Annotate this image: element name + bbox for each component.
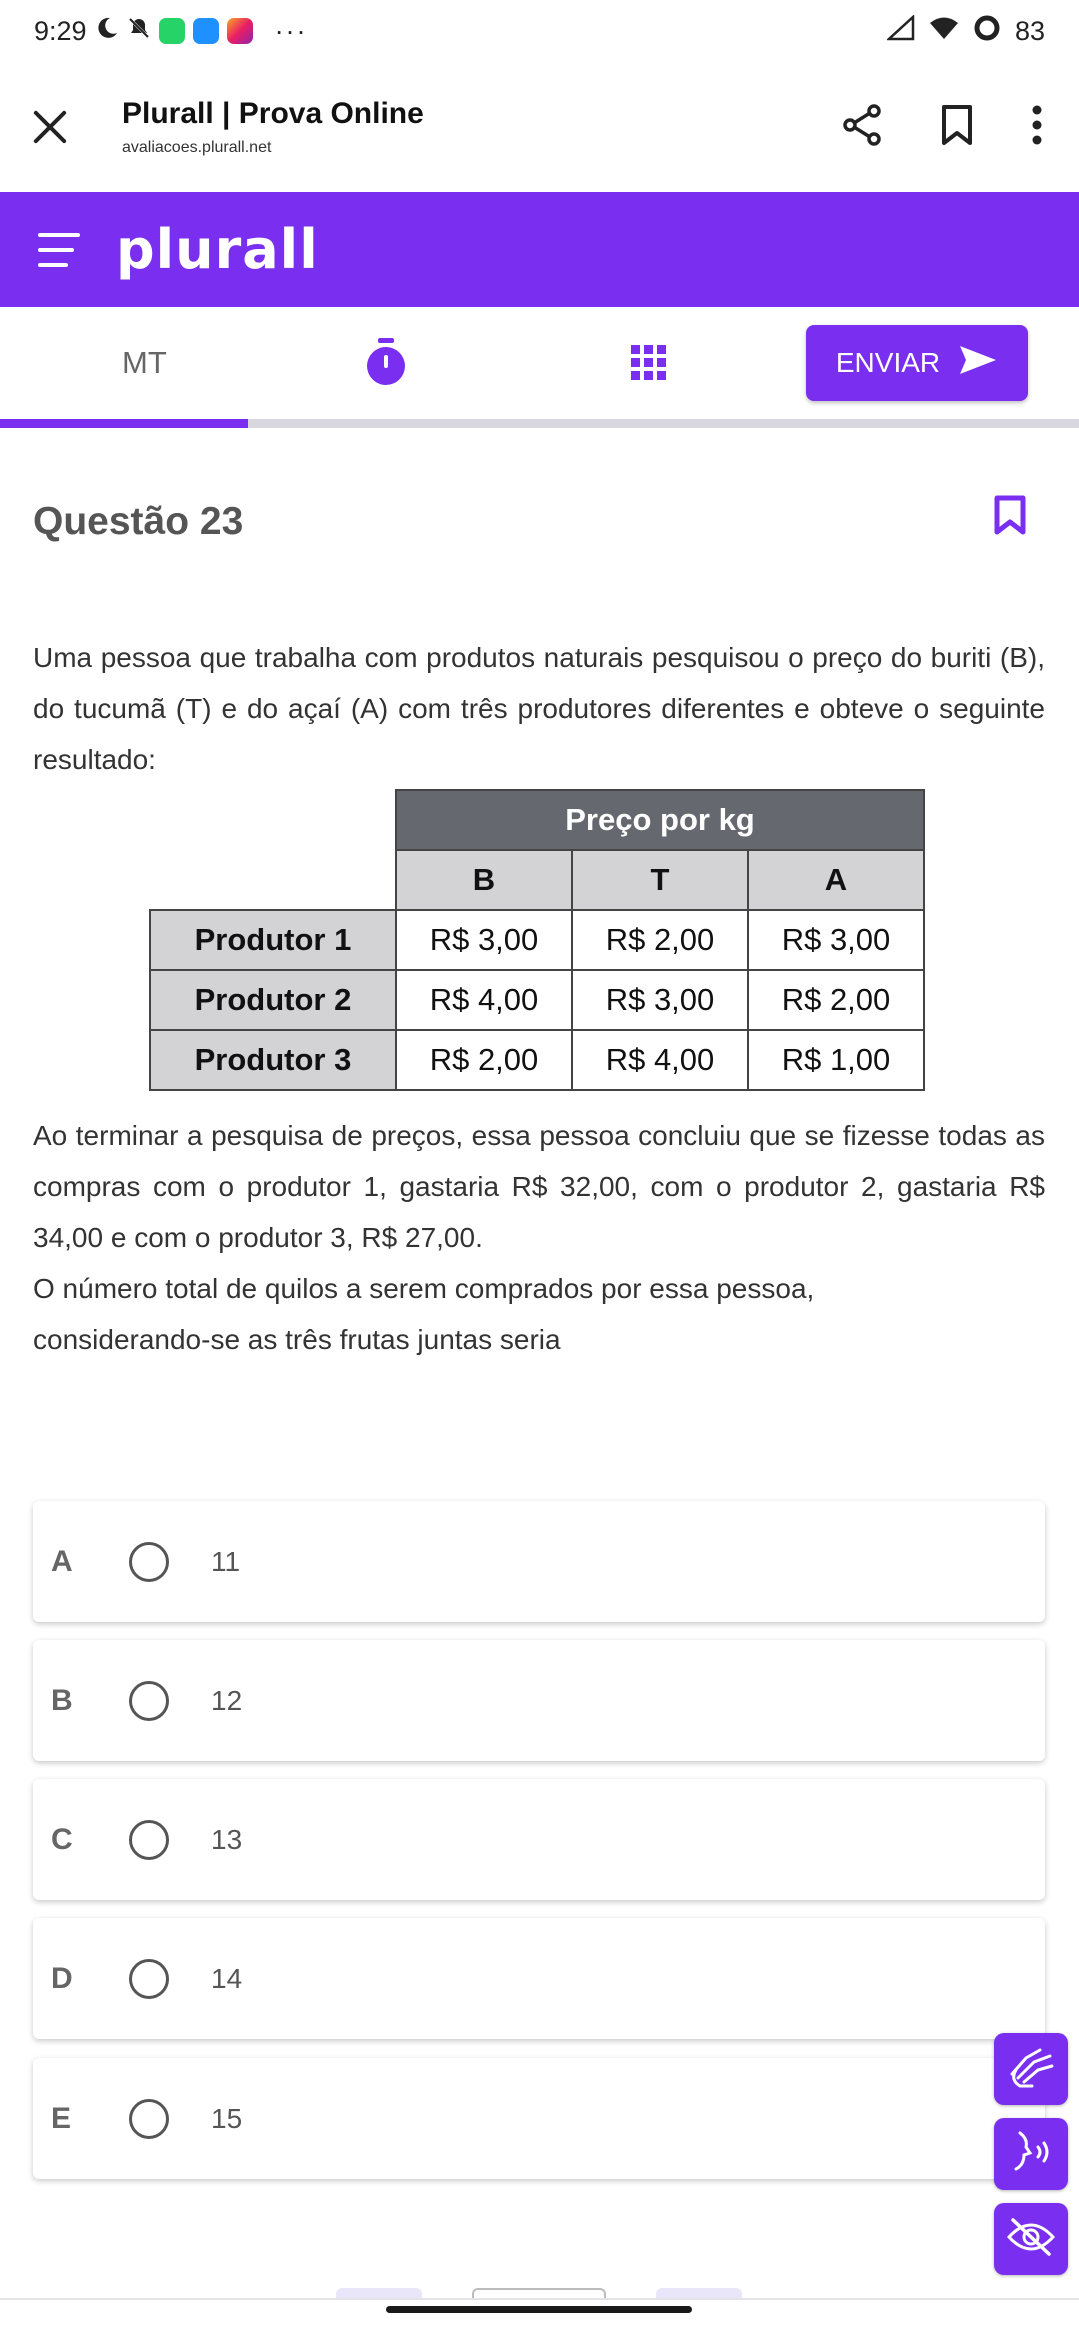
table-cell: R$ 4,00 <box>572 1030 748 1090</box>
option-letter: C <box>51 1822 73 1856</box>
sign-language-icon <box>1006 2044 1056 2095</box>
column-header-b: B <box>396 850 572 910</box>
table-cell: R$ 2,00 <box>572 910 748 970</box>
signal-icon <box>887 15 915 48</box>
bookmark-icon[interactable] <box>941 104 973 151</box>
subject-label: MT <box>122 345 167 380</box>
grid-icon[interactable] <box>631 345 667 386</box>
browser-url: avaliacoes.plurall.net <box>122 139 272 156</box>
option-d[interactable] <box>33 1918 1045 2039</box>
app-header <box>0 192 1079 307</box>
table-cell: R$ 3,00 <box>396 910 572 970</box>
more-notifications-icon: ··· <box>274 15 308 46</box>
table-corner <box>150 850 396 910</box>
battery-icon <box>973 14 1001 49</box>
table-cell: R$ 3,00 <box>748 910 924 970</box>
bottom-divider <box>0 2298 1079 2300</box>
table-cell: R$ 3,00 <box>572 970 748 1030</box>
row-header: Produtor 1 <box>150 910 396 970</box>
question-ask-line-1: O número total de quilos a serem comprados por essa pessoa, <box>33 1273 815 1304</box>
instagram-icon <box>227 18 253 44</box>
table-row <box>150 910 924 970</box>
more-vert-icon[interactable] <box>1031 104 1043 151</box>
radio-button[interactable] <box>129 2099 169 2139</box>
moon-icon <box>95 16 119 47</box>
send-label: ENVIAR <box>835 347 941 378</box>
column-header-t: T <box>572 850 748 910</box>
option-value: 11 <box>211 1545 241 1577</box>
table-row <box>150 970 924 1030</box>
battery-level: 83 <box>1014 15 1045 46</box>
table-cell: R$ 4,00 <box>396 970 572 1030</box>
option-value: 15 <box>211 2102 243 2134</box>
status-time: 9:29 <box>34 15 87 46</box>
question-context: Ao terminar a pesquisa de preços, essa pessoa concluiu que se fizesse todas as compras com o produtor 1, gastaria R$ 32,00, com o produtor 2, gastaria R$ 34,00 e com o produtor 3, R$ 27,00. <box>33 1120 1045 1253</box>
option-letter: B <box>51 1683 73 1717</box>
sign-language-button[interactable] <box>994 2033 1068 2105</box>
column-header-a: A <box>748 850 924 910</box>
table-cell: R$ 2,00 <box>748 970 924 1030</box>
table-corner <box>150 790 396 850</box>
question-body <box>33 1110 1045 1365</box>
option-letter: D <box>51 1961 73 1995</box>
table-cell: R$ 1,00 <box>748 1030 924 1090</box>
price-table <box>149 789 925 1091</box>
messages-icon <box>193 18 219 44</box>
radio-button[interactable] <box>129 1820 169 1860</box>
wifi-icon <box>929 16 959 47</box>
close-icon[interactable] <box>28 105 72 149</box>
table-row <box>150 1030 924 1090</box>
row-header: Produtor 3 <box>150 1030 396 1090</box>
home-indicator[interactable] <box>386 2306 692 2313</box>
contrast-toggle-button[interactable] <box>994 2203 1068 2275</box>
progress-fill <box>0 419 248 428</box>
progress-bar <box>0 419 1079 428</box>
status-bar <box>0 0 1079 62</box>
radio-button[interactable] <box>129 1959 169 1999</box>
option-value: 13 <box>211 1823 243 1855</box>
question-ask-line-2: considerando-se as três frutas juntas seria <box>33 1324 561 1355</box>
option-c[interactable] <box>33 1779 1045 1900</box>
option-b[interactable] <box>33 1640 1045 1761</box>
radio-button[interactable] <box>129 1542 169 1582</box>
option-a[interactable] <box>33 1501 1045 1622</box>
option-value: 12 <box>211 1684 243 1716</box>
table-cell: R$ 2,00 <box>396 1030 572 1090</box>
radio-button[interactable] <box>129 1681 169 1721</box>
browser-bar <box>0 62 1079 192</box>
browser-title: Plurall | Prova Online <box>122 97 424 130</box>
question-intro: Uma pessoa que trabalha com produtos naturais pesquisou o preço do buriti (B), do tucumã (T) e do açaí (A) com três produtores diferentes e obteve o seguinte resultado: <box>33 642 1045 775</box>
menu-icon[interactable] <box>38 233 80 267</box>
whatsapp-icon <box>159 18 185 44</box>
brand-logo: plurall <box>116 218 319 281</box>
voice-reader-button[interactable] <box>994 2118 1068 2190</box>
question-bookmark-icon[interactable] <box>993 494 1027 541</box>
question-title: Questão 23 <box>33 500 244 543</box>
exam-toolbar <box>0 307 1079 419</box>
option-value: 14 <box>211 1962 243 1994</box>
send-icon <box>958 344 998 383</box>
option-letter: A <box>51 1544 73 1578</box>
send-button[interactable] <box>806 325 1028 401</box>
mute-icon <box>127 16 151 47</box>
option-letter: E <box>51 2101 72 2135</box>
voice-icon <box>1006 2129 1056 2180</box>
eye-off-icon <box>1005 2217 1057 2262</box>
row-header: Produtor 2 <box>150 970 396 1030</box>
timer-icon[interactable] <box>364 337 408 392</box>
option-e[interactable] <box>33 2058 1045 2179</box>
share-icon[interactable] <box>841 103 883 152</box>
table-title: Preço por kg <box>396 790 924 850</box>
